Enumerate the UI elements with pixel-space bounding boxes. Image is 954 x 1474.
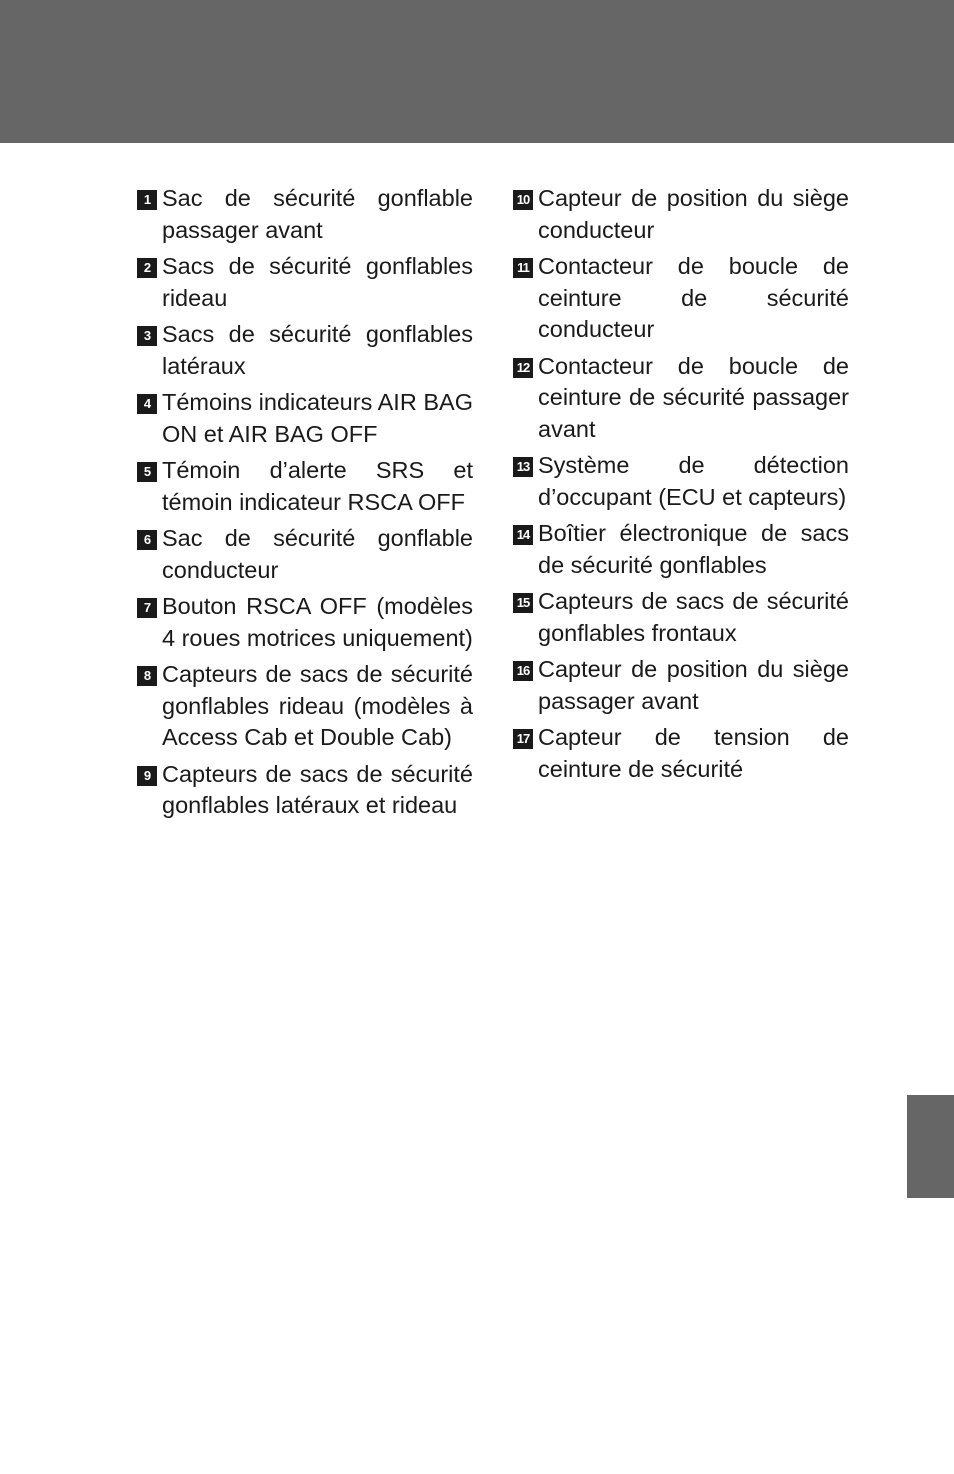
item-number-badge: 14 (513, 525, 533, 545)
item-text: Boîtier électronique de sacs de sécurité gonflables (538, 520, 849, 578)
item-number-badge: 8 (137, 666, 157, 686)
list-item (137, 319, 473, 382)
item-text: Système de détection d’occupant (ECU et capteurs) (538, 452, 849, 510)
item-text: Capteur de tension de ceinture de sécurité (538, 724, 849, 782)
item-number-badge: 2 (137, 258, 157, 278)
item-number-badge: 4 (137, 394, 157, 414)
list-item (513, 518, 849, 581)
item-text: Capteurs de sacs de sécurité gonflables frontaux (538, 588, 849, 646)
item-text: Capteur de position du siège conducteur (538, 185, 849, 243)
list-item (137, 759, 473, 822)
left-column (137, 183, 473, 827)
list-item (137, 251, 473, 314)
item-number-badge: 3 (137, 326, 157, 346)
item-number-badge: 12 (513, 358, 533, 378)
item-number-badge: 9 (137, 766, 157, 786)
list-item (137, 523, 473, 586)
list-item (137, 183, 473, 246)
item-number-badge: 16 (513, 661, 533, 681)
list-item (137, 659, 473, 754)
item-text: Capteur de position du siège passager avant (538, 656, 849, 714)
item-number-badge: 7 (137, 598, 157, 618)
list-item (137, 387, 473, 450)
item-text: Sacs de sécurité gonflables rideau (162, 253, 473, 311)
list-item (513, 450, 849, 513)
item-text: Témoin d’alerte SRS et témoin indicateur RSCA OFF (162, 457, 473, 515)
item-text: Contacteur de boucle de ceinture de sécurité conducteur (538, 253, 849, 342)
header-band (0, 0, 954, 143)
list-item (137, 591, 473, 654)
item-number-badge: 5 (137, 462, 157, 482)
item-number-badge: 6 (137, 530, 157, 550)
item-number-badge: 1 (137, 190, 157, 210)
item-text: Sac de sécurité gonflable passager avant (162, 185, 473, 243)
list-item (513, 654, 849, 717)
item-text: Capteurs de sacs de sécurité gonflables latéraux et rideau (162, 760, 473, 818)
list-item (513, 351, 849, 446)
list-item (513, 183, 849, 246)
item-number-badge: 13 (513, 457, 533, 477)
item-number-badge: 10 (513, 190, 533, 210)
item-text: Sac de sécurité gonflable conducteur (162, 525, 473, 583)
list-item (513, 251, 849, 346)
item-text: Témoins indicateurs AIR BAG ON et AIR BAG OFF (162, 389, 473, 447)
item-text: Bouton RSCA OFF (modèles 4 roues motrices uniquement) (162, 593, 473, 651)
list-item (513, 722, 849, 785)
list-item (137, 455, 473, 518)
item-number-badge: 15 (513, 593, 533, 613)
item-text: Sacs de sécurité gonflables latéraux (162, 321, 473, 379)
item-number-badge: 11 (513, 258, 533, 278)
item-text: Contacteur de boucle de ceinture de sécurité passager avant (538, 352, 849, 442)
right-column (513, 183, 849, 790)
list-item (513, 586, 849, 649)
section-thumb-tab (907, 1095, 954, 1198)
item-number-badge: 17 (513, 729, 533, 749)
item-text: Capteurs de sacs de sécurité gonflables rideau (modèles à Access Cab et Double Cab) (162, 661, 473, 750)
